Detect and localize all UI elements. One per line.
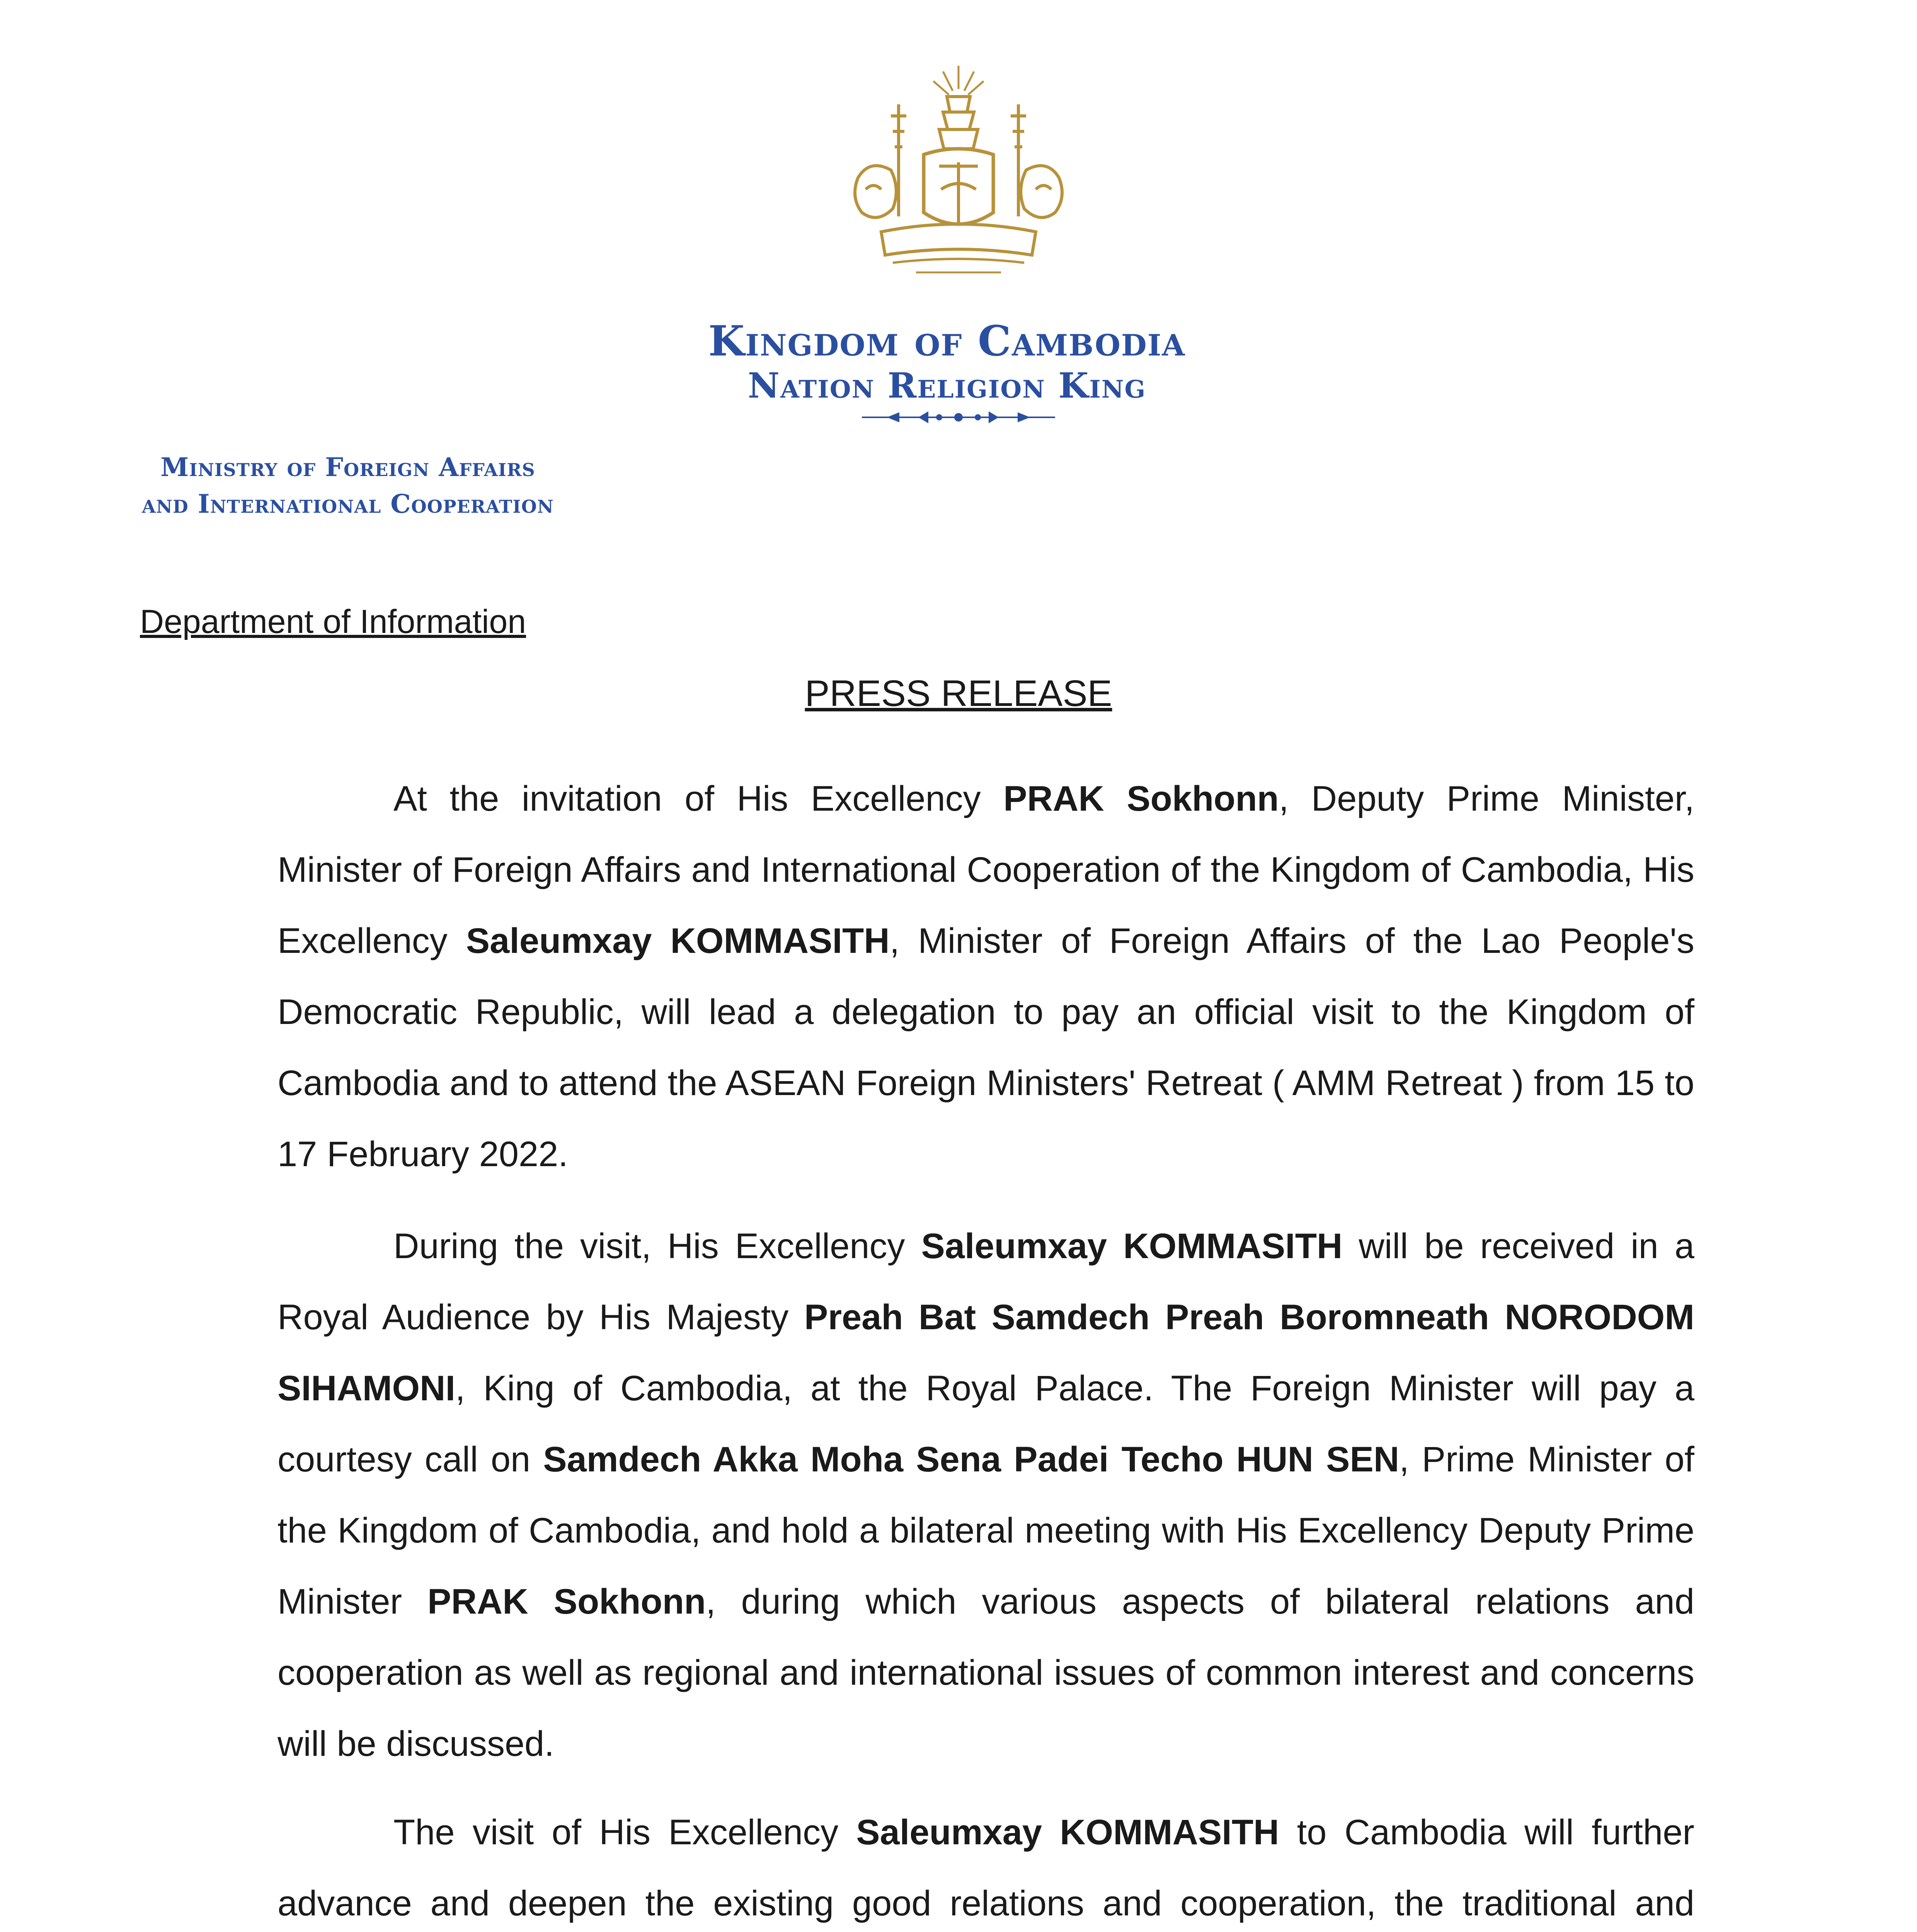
paragraph-visit-program: During the visit, His Excellency Saleumxay KOMMASITH will be received in a Royal Audience by His Majesty Preah Bat Samdech Preah Boromneath NORODOM SIHAMONI, King of Cambodia, at the Royal Palace. The Foreign Minister will pay a courtesy call on Samdech Akka Moha Sena Padei Techo HUN SEN, Prime Minister of the Kingdom of Cambodia, and hold a bilateral meeting with His Excellency Deputy Prime Minister PRAK Sokhonn, during which various aspects of bilateral relations and cooperation as well as regional and international issues of common interest and concerns will be discussed. <box>278 1226 1695 1764</box>
department-label: Department of Information <box>140 603 526 640</box>
document-title: PRESS RELEASE <box>805 673 1112 714</box>
national-motto: Nation Religion King <box>747 365 1146 406</box>
ministry-name-line2: and International Cooperation <box>142 489 554 519</box>
kingdom-title: Kingdom of Cambodia <box>708 317 1186 366</box>
divider-ornament-icon <box>862 410 1055 425</box>
paragraph-conclusion: The visit of His Excellency Saleumxay KOMMASITH to Cambodia will further advance and deepen the existing good relations and cooperation, the traditional and <box>278 1813 1695 1923</box>
royal-emblem-icon <box>823 62 1094 290</box>
paragraph-invitation: At the invitation of His Excellency PRAK Sokhonn, Deputy Prime Minister, Minister of Foreign Affairs and International Cooperation of the Kingdom of Cambodia, His Excellency Saleumxay KOMMASITH, Minister of Foreign Affairs of the Lao People's Democratic Republic, will lead a delegation to pay an official visit to the Kingdom of Cambodia and to attend the ASEAN Foreign Ministers' Retreat ( AMM Retreat ) from 15 to 17 February 2022. <box>278 779 1695 1174</box>
ministry-name-line1: Ministry of Foreign Affairs <box>160 452 535 482</box>
